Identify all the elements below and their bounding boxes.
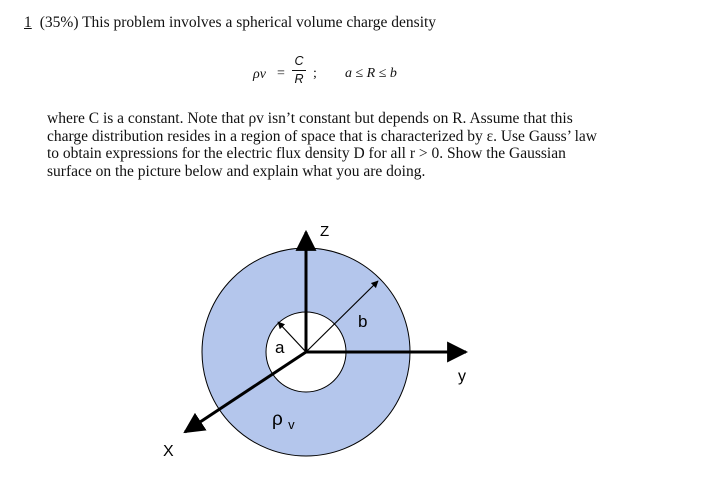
equation-range: a ≤ R ≤ b: [345, 66, 397, 81]
inner-radius-label: a: [275, 338, 285, 357]
body-line-3: to obtain expressions for the electric flux density D for all r > 0. Show the Gaussian: [47, 145, 566, 162]
equation-equals: =: [277, 66, 285, 81]
x-axis-label: X: [163, 443, 174, 460]
fraction-denominator: R: [294, 72, 304, 86]
body-line-1: where C is a constant. Note that ρv isn’t constant but depends on R. Assume that this: [47, 110, 573, 127]
equation-lhs: ρv: [253, 67, 266, 82]
outer-radius-label: b: [358, 312, 368, 331]
equation-separator: ;: [313, 66, 317, 81]
y-axis-label: y: [458, 368, 466, 385]
body-line-2: charge distribution resides in a region of space that is characterized by ε. Use Gauss’ law: [47, 127, 597, 145]
density-label-subscript: v: [288, 417, 295, 432]
problem-number: 1: [24, 14, 32, 31]
problem-header-text: (35%) This problem involves a spherical volume charge density: [39, 14, 437, 31]
body-line-4: surface on the picture below and explain what you are doing.: [47, 162, 426, 180]
fraction-numerator: C: [294, 54, 304, 68]
density-label-text: ρ: [272, 409, 283, 430]
z-axis-label: Z: [320, 223, 330, 240]
